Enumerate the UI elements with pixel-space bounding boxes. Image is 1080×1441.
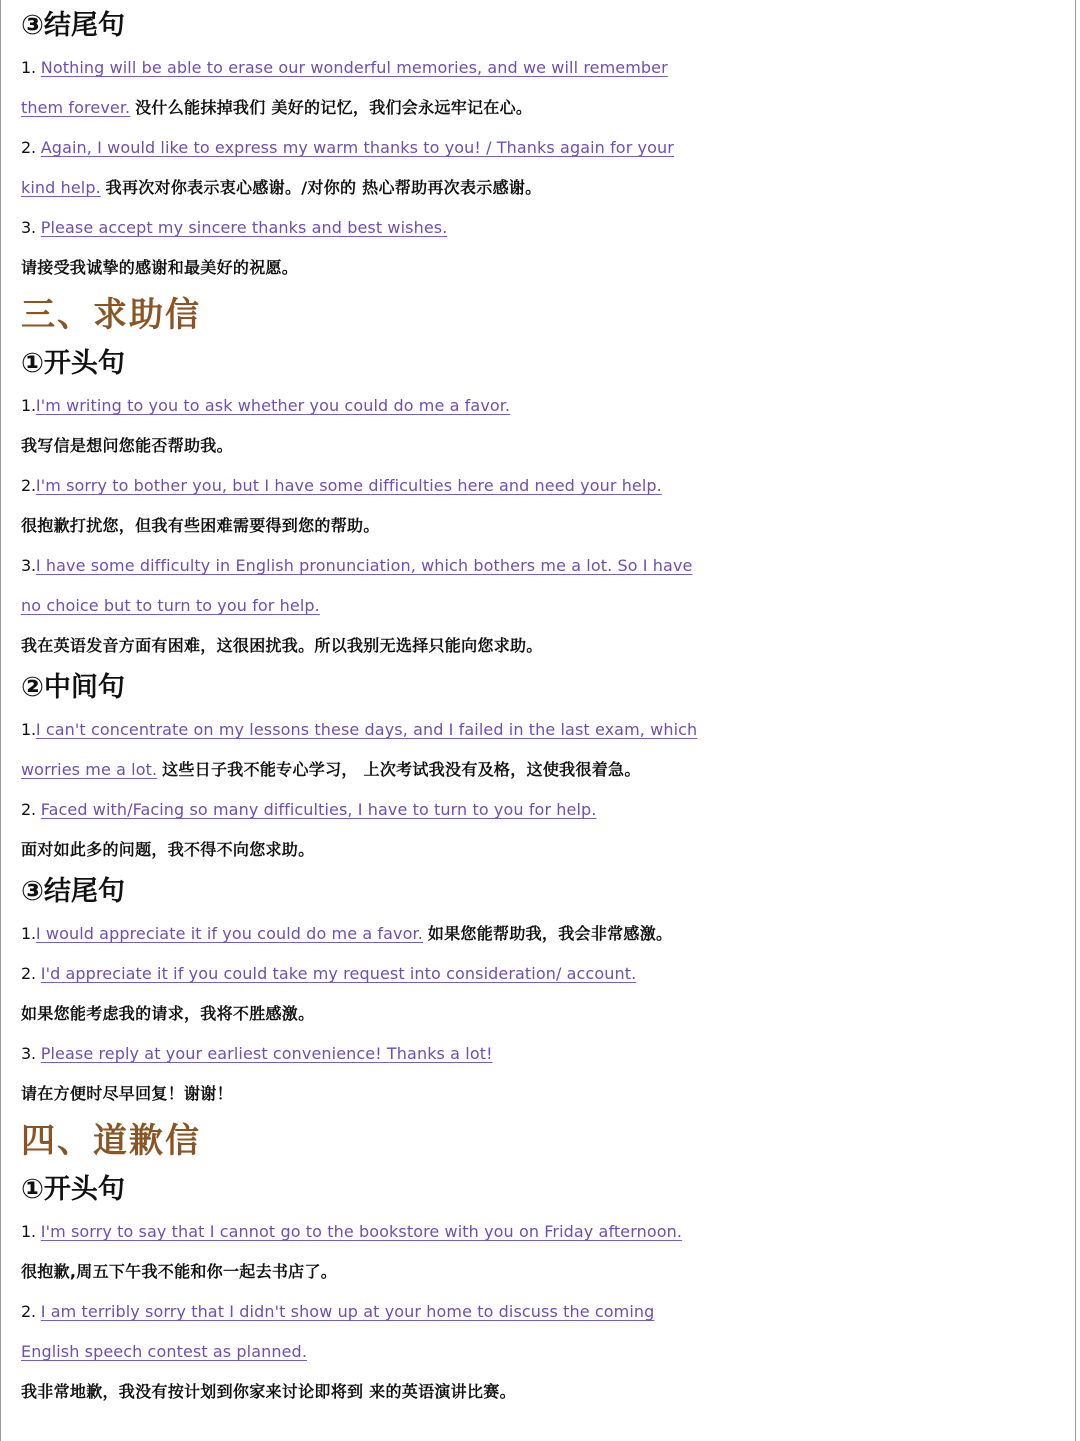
item-number: 3. [21,1044,41,1063]
subheading-opening: ①开头句 [21,348,125,379]
sentence-line [21,1034,1075,1074]
subheading-middle: ②中间句 [21,672,125,703]
item-number: 3. [21,218,41,237]
section-title-help-letter: 三、求助信 [21,295,201,335]
chinese-translation: 请在方便时尽早回复！谢谢！ [21,1084,233,1103]
sentence-line [21,128,1075,168]
english-link[interactable]: I can't concentrate on my lessons these days, and I failed in the last exam, which [35,720,698,739]
chinese-translation: 我非常地歉，我没有按计划到你家来讨论即将到 来的英语演讲比赛。 [21,1382,516,1401]
item-number: 2. [21,138,41,157]
chinese-translation: 我再次对你表示衷心感谢。/对你的 热心帮助再次表示感谢。 [105,178,542,197]
sentence-line [21,208,1075,248]
sentence-line [21,546,1075,586]
chinese-translation: 很抱歉打扰您，但我有些困难需要得到您的帮助。 [21,516,380,535]
sentence-line [21,1332,1075,1372]
section-title-apology-letter: 四、道歉信 [21,1121,201,1161]
item-number: 1. [21,1222,41,1241]
subheading-opening: ①开头句 [21,1174,125,1205]
item-number: 2. [21,964,41,983]
chinese-translation: 这些日子我不能专心学习， 上次考试我没有及格，这使我很着急。 [162,760,641,779]
english-link[interactable]: I would appreciate it if you could do me a favor. [35,924,423,943]
chinese-translation: 面对如此多的问题，我不得不向您求助。 [21,840,315,859]
english-link[interactable]: I am terribly sorry that I didn't show up at your home to discuss the coming [40,1302,655,1321]
english-link[interactable]: Please accept my sincere thanks and best wishes. [40,218,448,237]
english-link[interactable]: English speech contest as planned. [21,1342,308,1361]
item-number: 1. [21,720,36,739]
sentence-line [21,750,1075,790]
item-number: 2. [21,1302,41,1321]
sentence-line [21,586,1075,626]
sentence-line [21,48,1075,88]
item-number: 1. [21,396,36,415]
chinese-translation: 我写信是想问您能否帮助我。 [21,436,233,455]
item-number: 2. [21,800,41,819]
chinese-translation: 很抱歉,周五下午我不能和你一起去书店了。 [21,1262,338,1281]
sentence-line [21,710,1075,750]
chinese-translation: 请接受我诚挚的感谢和最美好的祝愿。 [21,258,299,277]
english-link[interactable]: no choice but to turn to you for help. [21,596,320,615]
chinese-translation: 没什么能抹掉我们 美好的记忆，我们会永远牢记在心。 [135,98,533,117]
english-link[interactable]: Please reply at your earliest convenience! Thanks a lot! [40,1044,493,1063]
sentence-line [21,88,1075,128]
chinese-translation: 如果您能帮助我，我会非常感激。 [427,924,673,943]
chinese-translation: 我在英语发音方面有困难，这很困扰我。所以我别无选择只能向您求助。 [21,636,543,655]
english-link[interactable]: kind help. [21,178,101,197]
sentence-line [21,386,1075,426]
sentence-line [21,914,1075,954]
english-link[interactable]: them forever. [21,98,131,117]
sentence-line [21,1292,1075,1332]
english-link[interactable]: Again, I would like to express my warm thanks to you! / Thanks again for your [40,138,674,157]
chinese-translation: 如果您能考虑我的请求，我将不胜感激。 [21,1004,315,1023]
english-link[interactable]: Faced with/Facing so many difficulties, I have to turn to you for help. [40,800,597,819]
item-number: 1. [21,58,41,77]
english-link[interactable]: I'd appreciate it if you could take my request into consideration/ account. [40,964,637,983]
english-link[interactable]: worries me a lot. [21,760,158,779]
english-link[interactable]: I'm writing to you to ask whether you could do me a favor. [35,396,511,415]
subheading-closing: ③结尾句 [21,876,125,907]
sentence-line [21,790,1075,830]
sentence-line [21,1212,1075,1252]
sentence-line [21,954,1075,994]
sentence-line [21,168,1075,208]
english-link[interactable]: Nothing will be able to erase our wonderful memories, and we will remember [40,58,668,77]
english-link[interactable]: I'm sorry to bother you, but I have some difficulties here and need your help. [35,476,662,495]
english-link[interactable]: I have some difficulty in English pronunciation, which bothers me a lot. So I have [35,556,693,575]
subheading-closing: ③结尾句 [21,10,125,41]
english-link[interactable]: I'm sorry to say that I cannot go to the bookstore with you on Friday afternoon. [40,1222,683,1241]
sentence-line [21,466,1075,506]
item-number: 3. [21,556,36,575]
item-number: 1. [21,924,36,943]
item-number: 2. [21,476,36,495]
